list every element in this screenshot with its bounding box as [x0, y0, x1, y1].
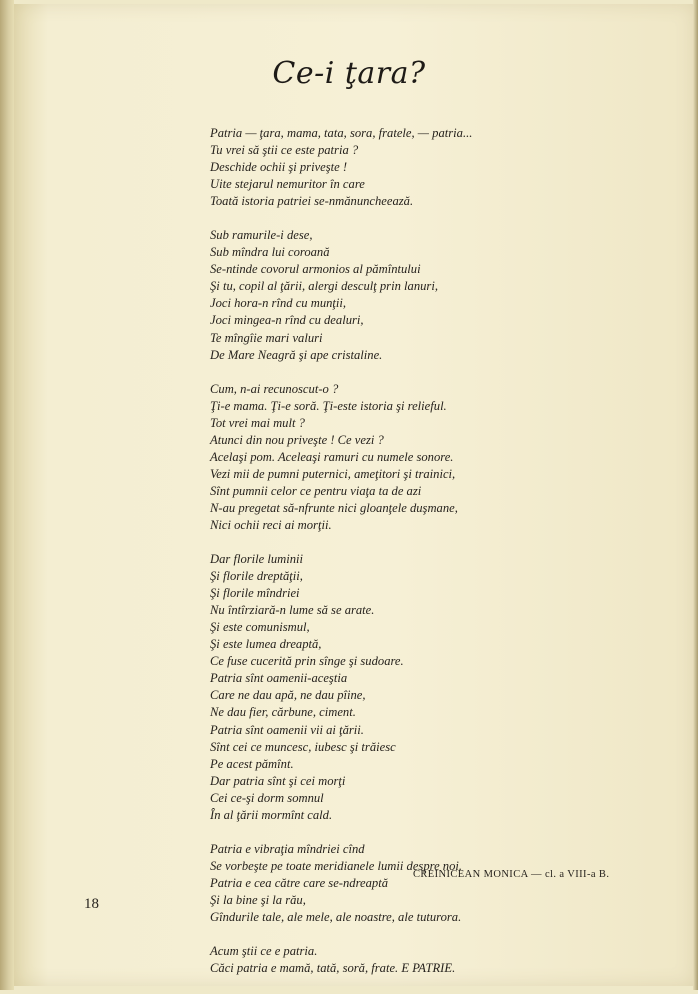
poem-author: CREINICEAN MONICA — cl. a VIII-a B. — [413, 869, 610, 880]
page-edge-shadow — [693, 0, 698, 990]
poem-line: Sînt pumnii celor ce pentru viaţa ta de azi — [210, 483, 422, 498]
poem-stanza — [210, 943, 680, 977]
poem-line: N-au pregetat să-nfrunte nici gloanţele duşmane, — [210, 500, 458, 515]
poem-line: Şi tu, copil al ţării, alergi desculţ prin lanuri, — [210, 279, 438, 294]
poem-line: Gîndurile tale, ale mele, ale noastre, ale tuturora. — [210, 909, 462, 924]
poem-stanza — [210, 125, 680, 210]
poem-line: În al ţării mormînt cald. — [210, 807, 333, 822]
poem-line: Dar patria sînt şi cei morţi — [210, 773, 346, 788]
poem-line: Toată istoria patriei se-nmănuncheează. — [210, 194, 414, 209]
poem-line: Şi este lumea dreaptă, — [210, 637, 322, 652]
poem-line: Deschide ochii şi priveşte ! — [210, 160, 348, 175]
poem-line: Se-ntinde covorul armonios al pămîntului — [210, 262, 421, 277]
poem-line: Tot vrei mai mult ? — [210, 415, 305, 430]
poem-line: Tu vrei să ştii ce este patria ? — [210, 143, 359, 158]
poem-title: Ce-i ţara? — [272, 56, 426, 91]
poem-stanza — [210, 841, 680, 926]
poem-line: Şi la bine şi la rău, — [210, 892, 306, 907]
poem-line: Te mîngîie mari valuri — [210, 330, 323, 345]
poem-line: Şi este comunismul, — [210, 620, 310, 635]
page-number: 18 — [84, 896, 99, 912]
poem-line: Şi florile mîndriei — [210, 586, 300, 601]
poem-line: De Mare Neagră şi ape cristaline. — [210, 347, 383, 362]
poem-line: Şi florile dreptăţii, — [210, 569, 303, 584]
poem-line: Sub mîndra lui coroană — [210, 245, 330, 260]
poem-line: Acum ştii ce e patria. — [210, 944, 318, 959]
book-spine-shadow — [0, 0, 14, 990]
poem-line: Patria — ţara, mama, tata, sora, fratele, — patria... — [210, 126, 473, 140]
poem-stanza — [210, 381, 680, 534]
poem-line: Nu întîrziară-n lume să se arate. — [210, 603, 375, 618]
poem-line: Acelaşi pom. Aceleaşi ramuri cu numele sonore. — [210, 449, 454, 464]
poem-line: Cei ce-şi dorm somnul — [210, 790, 324, 805]
poem-line: Sînt cei ce muncesc, iubesc şi trăiesc — [210, 739, 396, 754]
poem-line: Ne dau fier, cărbune, ciment. — [210, 705, 356, 720]
poem-line: Pe acest pămînt. — [210, 756, 294, 771]
poem-line: Cum, n-ai recunoscut-o ? — [210, 381, 339, 396]
poem-line: Patria sînt oamenii vii ai ţării. — [210, 722, 364, 737]
poem-line: Ce fuse cucerită prin sînge şi sudoare. — [210, 654, 404, 669]
poem-line: Ţi-e mama. Ţi-e soră. Ţi-este istoria şi relieful. — [210, 398, 447, 413]
poem-line: Nici ochii reci ai morţii. — [210, 517, 332, 532]
poem-line: Patria sînt oamenii-aceştia — [210, 671, 348, 686]
poem-stanza — [210, 227, 680, 363]
poem-line: Joci mingea-n rînd cu dealuri, — [210, 313, 364, 328]
poem-body — [210, 125, 680, 994]
poem-line: Joci hora-n rînd cu munţii, — [210, 296, 347, 311]
poem-line: Uite stejarul nemuritor în care — [210, 177, 365, 192]
poem-line: Atunci din nou priveşte ! Ce vezi ? — [210, 432, 384, 447]
poem-line: Patria e vibraţia mîndriei cînd — [210, 841, 365, 856]
poem-line: Căci patria e mamă, tată, soră, frate. E PATRIE. — [210, 961, 456, 976]
poem-line: Vezi mii de pumni puternici, ameţitori şi trainici, — [210, 466, 456, 481]
poem-line: Sub ramurile-i dese, — [210, 228, 313, 243]
poem-line: Se vorbeşte pe toate meridianele lumii despre noi. — [210, 858, 463, 873]
poem-line: Patria e cea către care se-ndreaptă — [210, 875, 389, 890]
poem-line: Dar florile luminii — [210, 552, 304, 567]
poem-line: Care ne dau apă, ne dau pîine, — [210, 688, 366, 703]
poem-stanza — [210, 551, 680, 824]
